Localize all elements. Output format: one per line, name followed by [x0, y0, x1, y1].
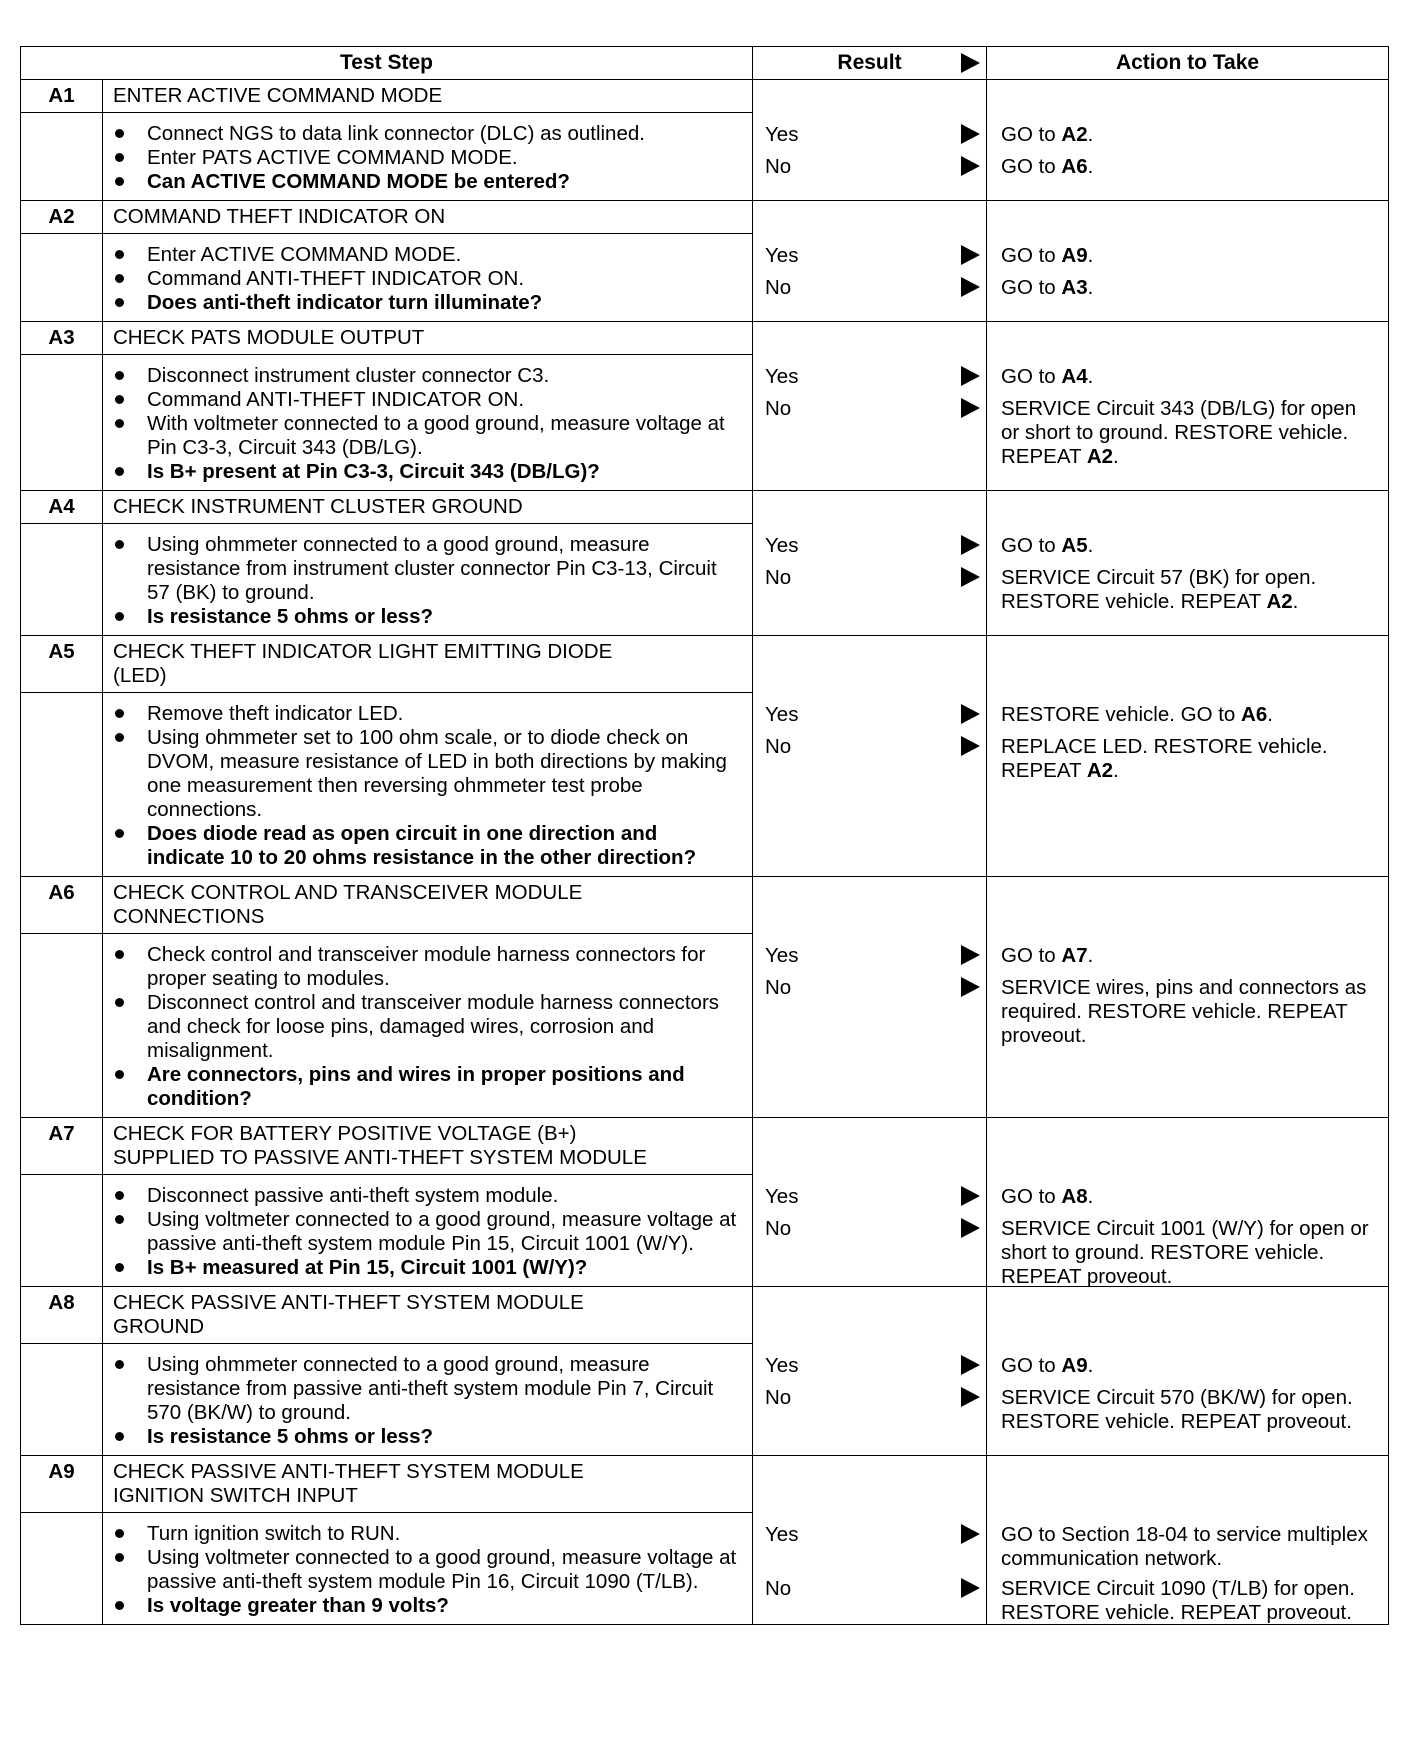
arrow-right-icon	[961, 366, 980, 386]
action-text-end: .	[1087, 244, 1094, 267]
action-text-main: SERVICE Circuit 57 (BK) for open. RESTORE vehicle. REPEAT	[1001, 566, 1317, 613]
action-text	[1001, 976, 1378, 1048]
action-text-main: GO to	[1001, 944, 1062, 967]
step-title-row	[21, 1287, 1389, 1344]
arrow-right-icon	[961, 53, 980, 73]
step-title	[103, 80, 753, 113]
arrow-right-icon	[961, 704, 980, 724]
result-no	[765, 1577, 986, 1601]
action-text-end: .	[1267, 703, 1273, 726]
action-text-main: GO to	[1001, 534, 1062, 557]
step-instruction: Using ohmmeter connected to a good ground, measure resistance from instrument cluster connector Pin C3-13, Circuit 57 (BK) to ground.	[147, 533, 740, 605]
action-text-main: RESTORE vehicle. GO to	[1001, 703, 1242, 726]
action-text	[1001, 1577, 1378, 1625]
step-id: A8	[21, 1287, 103, 1344]
step-title	[103, 636, 753, 693]
result-label: No	[765, 566, 792, 589]
step-id-blank	[21, 524, 103, 636]
action-cell	[987, 1118, 1389, 1287]
step-id: A1	[21, 80, 103, 113]
action-text-end: .	[1087, 534, 1094, 557]
action-text	[1001, 276, 1378, 300]
result-label: Yes	[765, 703, 799, 726]
result-label: No	[765, 1217, 792, 1240]
step-title-row	[21, 877, 1389, 934]
result-yes	[765, 1523, 986, 1547]
arrow-right-icon	[961, 1355, 980, 1375]
header-test-step: Test Step	[21, 47, 753, 80]
step-id-blank	[21, 113, 103, 201]
action-text-main: GO to	[1001, 1185, 1062, 1208]
arrow-right-icon	[961, 1578, 980, 1598]
action-text-end: .	[1087, 155, 1094, 178]
step-instruction: Using ohmmeter connected to a good ground, measure resistance from passive anti-theft system module Pin 7, Circuit 570 (BK/W) to ground.	[147, 1353, 740, 1425]
result-cell	[753, 1118, 987, 1287]
step-question: Can ACTIVE COMMAND MODE be entered?	[147, 170, 740, 194]
step-bullet-list	[103, 1513, 752, 1624]
action-cell	[987, 877, 1389, 1118]
result-label: No	[765, 735, 792, 758]
action-text-end: .	[1113, 445, 1119, 468]
header-result	[753, 47, 987, 80]
step-instruction: Check control and transceiver module harness connectors for proper seating to modules.	[147, 943, 740, 991]
step-question: Is resistance 5 ohms or less?	[147, 1425, 740, 1449]
step-title-row	[21, 1456, 1389, 1513]
step-instruction: Enter ACTIVE COMMAND MODE.	[147, 243, 740, 267]
result-yes	[765, 1354, 986, 1378]
step-title-line: COMMAND THEFT INDICATOR ON	[113, 205, 446, 228]
action-step-ref: A6	[1241, 703, 1268, 726]
action-step-ref: A3	[1061, 276, 1088, 299]
action-cell	[987, 636, 1389, 877]
action-text	[1001, 365, 1378, 389]
arrow-right-icon	[961, 398, 980, 418]
action-text-main: GO to	[1001, 365, 1062, 388]
result-label: No	[765, 1577, 792, 1600]
step-instruction: Connect NGS to data link connector (DLC) as outlined.	[147, 122, 740, 146]
step-instruction: Disconnect passive anti-theft system module.	[147, 1184, 740, 1208]
action-text-end: .	[1087, 123, 1094, 146]
step-title	[103, 1456, 753, 1513]
result-no	[765, 397, 986, 421]
result-yes	[765, 944, 986, 968]
action-step-ref: A9	[1061, 1354, 1088, 1377]
action-step-ref: A2	[1266, 590, 1293, 613]
result-label: Yes	[765, 244, 799, 267]
step-instructions	[103, 1344, 753, 1456]
action-cell	[987, 491, 1389, 636]
step-id: A2	[21, 201, 103, 234]
result-label: Yes	[765, 1523, 799, 1546]
step-title-line: IGNITION SWITCH INPUT	[113, 1484, 358, 1507]
step-instruction: Disconnect instrument cluster connector C3.	[147, 364, 740, 388]
step-instructions	[103, 693, 753, 877]
step-instruction: Using voltmeter connected to a good ground, measure voltage at passive anti-theft system module Pin 15, Circuit 1001 (W/Y).	[147, 1208, 740, 1256]
step-title-line: CHECK FOR BATTERY POSITIVE VOLTAGE (B+)	[113, 1122, 577, 1145]
result-cell	[753, 877, 987, 1118]
step-id: A5	[21, 636, 103, 693]
arrow-right-icon	[961, 736, 980, 756]
step-bullet-list	[103, 1175, 752, 1286]
step-bullet-list	[103, 693, 752, 876]
step-instructions	[103, 1513, 753, 1625]
step-instruction: Turn ignition switch to RUN.	[147, 1522, 740, 1546]
arrow-right-icon	[961, 1524, 980, 1544]
action-text	[1001, 534, 1378, 558]
step-instructions	[103, 1175, 753, 1287]
action-text-main: SERVICE Circuit 343 (DB/LG) for open or short to ground. RESTORE vehicle. REPEAT	[1001, 397, 1357, 468]
step-title	[103, 1118, 753, 1175]
action-text	[1001, 1354, 1378, 1378]
action-text-end: .	[1087, 1354, 1094, 1377]
result-no	[765, 276, 986, 300]
step-instructions	[103, 113, 753, 201]
result-yes	[765, 1185, 986, 1209]
step-instruction: Using ohmmeter set to 100 ohm scale, or to diode check on DVOM, measure resistance of LED in both directions by making one measurement then reversing ohmmeter test probe connections.	[147, 726, 740, 822]
header-result-label: Result	[837, 51, 902, 74]
step-title-row	[21, 322, 1389, 355]
result-label: Yes	[765, 534, 799, 557]
action-text-end: .	[1113, 759, 1119, 782]
action-text-main: GO to	[1001, 123, 1062, 146]
step-title-line: SUPPLIED TO PASSIVE ANTI-THEFT SYSTEM MODULE	[113, 1146, 647, 1169]
action-step-ref: A8	[1061, 1185, 1088, 1208]
result-no	[765, 735, 986, 759]
action-text-end: .	[1292, 590, 1299, 613]
result-no	[765, 155, 986, 179]
result-yes	[765, 534, 986, 558]
action-step-ref: A2	[1086, 445, 1114, 468]
action-cell	[987, 1456, 1389, 1625]
result-label: Yes	[765, 944, 799, 967]
result-cell	[753, 1456, 987, 1625]
action-text	[1001, 566, 1378, 614]
step-instruction: Disconnect control and transceiver module harness connectors and check for loose pins, damaged wires, corrosion and misalignment.	[147, 991, 740, 1063]
step-id-blank	[21, 693, 103, 877]
action-step-ref: A5	[1061, 534, 1088, 557]
arrow-right-icon	[961, 156, 980, 176]
action-text-main: REPLACE LED. RESTORE vehicle. REPEAT	[1001, 735, 1328, 782]
step-bullet-list	[103, 234, 752, 321]
step-title-line: CONNECTIONS	[113, 905, 265, 928]
step-instruction: Command ANTI-THEFT INDICATOR ON.	[147, 388, 740, 412]
action-text	[1001, 944, 1378, 968]
step-title-line: CHECK PASSIVE ANTI-THEFT SYSTEM MODULE	[113, 1460, 584, 1483]
step-title-line: CHECK PASSIVE ANTI-THEFT SYSTEM MODULE	[113, 1291, 584, 1314]
result-yes	[765, 703, 986, 727]
action-text-main: GO to	[1001, 155, 1062, 178]
result-yes	[765, 244, 986, 268]
arrow-right-icon	[961, 277, 980, 297]
step-title-line: CHECK CONTROL AND TRANSCEIVER MODULE	[113, 881, 583, 904]
action-text	[1001, 244, 1378, 268]
result-label: Yes	[765, 1185, 799, 1208]
step-bullet-list	[103, 934, 752, 1117]
step-bullet-list	[103, 113, 752, 200]
step-question: Does diode read as open circuit in one direction and indicate 10 to 20 ohms resistance in the other direction?	[147, 822, 740, 870]
action-step-ref: A4	[1061, 365, 1088, 388]
step-title-line: ENTER ACTIVE COMMAND MODE	[113, 84, 443, 107]
step-title-row	[21, 1118, 1389, 1175]
step-title-row	[21, 636, 1389, 693]
result-no	[765, 1217, 986, 1241]
action-cell	[987, 1287, 1389, 1456]
arrow-right-icon	[961, 1387, 980, 1407]
action-text	[1001, 1185, 1378, 1209]
arrow-right-icon	[961, 945, 980, 965]
result-cell	[753, 636, 987, 877]
step-id-blank	[21, 934, 103, 1118]
action-text-main: GO to Section 18-04 to service multiplex communication network.	[1001, 1523, 1368, 1570]
step-question: Is voltage greater than 9 volts?	[147, 1594, 740, 1618]
action-text	[1001, 1386, 1378, 1434]
action-text	[1001, 1523, 1378, 1571]
step-instruction: Command ANTI-THEFT INDICATOR ON.	[147, 267, 740, 291]
step-bullet-list	[103, 524, 752, 635]
result-no	[765, 1386, 986, 1410]
result-label: No	[765, 976, 792, 999]
result-label: Yes	[765, 365, 799, 388]
step-id-blank	[21, 1344, 103, 1456]
result-label: No	[765, 1386, 792, 1409]
step-title-row	[21, 80, 1389, 113]
arrow-right-icon	[961, 567, 980, 587]
action-text-main: SERVICE Circuit 1090 (T/LB) for open. RESTORE vehicle. REPEAT proveout.	[1001, 1577, 1355, 1624]
step-question: Is B+ present at Pin C3-3, Circuit 343 (DB/LG)?	[147, 460, 740, 484]
step-title	[103, 201, 753, 234]
result-no	[765, 976, 986, 1000]
step-instruction: With voltmeter connected to a good ground, measure voltage at Pin C3-3, Circuit 343 (DB/LG).	[147, 412, 740, 460]
action-text-main: SERVICE Circuit 570 (BK/W) for open. RESTORE vehicle. REPEAT proveout.	[1001, 1386, 1353, 1433]
step-instructions	[103, 934, 753, 1118]
action-cell	[987, 80, 1389, 201]
step-title-line: CHECK INSTRUMENT CLUSTER GROUND	[113, 495, 523, 518]
arrow-right-icon	[961, 977, 980, 997]
action-text	[1001, 735, 1378, 783]
arrow-right-icon	[961, 1218, 980, 1238]
action-text-main: SERVICE wires, pins and connectors as required. RESTORE vehicle. REPEAT proveout.	[1001, 976, 1367, 1047]
result-cell	[753, 491, 987, 636]
action-text-end: .	[1087, 365, 1094, 388]
action-step-ref: A2	[1061, 123, 1088, 146]
step-instruction: Remove theft indicator LED.	[147, 702, 740, 726]
action-text-main: GO to	[1001, 1354, 1062, 1377]
action-text-end: .	[1087, 276, 1094, 299]
arrow-right-icon	[961, 245, 980, 265]
result-label: No	[765, 276, 792, 299]
action-step-ref: A7	[1061, 944, 1088, 967]
step-question: Is resistance 5 ohms or less?	[147, 605, 740, 629]
action-step-ref: A9	[1061, 244, 1088, 267]
step-title	[103, 491, 753, 524]
step-id: A7	[21, 1118, 103, 1175]
step-instructions	[103, 524, 753, 636]
step-id: A3	[21, 322, 103, 355]
result-label: No	[765, 397, 792, 420]
result-cell	[753, 322, 987, 491]
step-title-line: (LED)	[113, 664, 167, 687]
step-title-row	[21, 201, 1389, 234]
step-title	[103, 1287, 753, 1344]
step-title-line: GROUND	[113, 1315, 205, 1338]
step-id-blank	[21, 1175, 103, 1287]
step-id: A9	[21, 1456, 103, 1513]
result-label: Yes	[765, 123, 799, 146]
action-text	[1001, 155, 1378, 179]
action-text	[1001, 1217, 1378, 1289]
step-instruction: Enter PATS ACTIVE COMMAND MODE.	[147, 146, 740, 170]
action-step-ref: A6	[1061, 155, 1088, 178]
result-label: No	[765, 155, 792, 178]
step-instructions	[103, 234, 753, 322]
action-cell	[987, 201, 1389, 322]
header-action: Action to Take	[987, 47, 1389, 80]
action-text-end: .	[1087, 944, 1094, 967]
arrow-right-icon	[961, 124, 980, 144]
step-id: A4	[21, 491, 103, 524]
action-text-main: GO to	[1001, 244, 1062, 267]
step-instructions	[103, 355, 753, 491]
result-label: Yes	[765, 1354, 799, 1377]
step-title	[103, 322, 753, 355]
step-question: Does anti-theft indicator turn illuminate?	[147, 291, 740, 315]
step-instruction: Using voltmeter connected to a good ground, measure voltage at passive anti-theft system module Pin 16, Circuit 1090 (T/LB).	[147, 1546, 740, 1594]
action-cell	[987, 322, 1389, 491]
arrow-right-icon	[961, 1186, 980, 1206]
action-text	[1001, 397, 1378, 469]
diagnostic-table	[20, 46, 1389, 1625]
step-bullet-list	[103, 1344, 752, 1455]
result-cell	[753, 1287, 987, 1456]
action-step-ref: A2	[1086, 759, 1114, 782]
action-text-main: GO to	[1001, 276, 1062, 299]
action-text	[1001, 123, 1378, 147]
action-text	[1001, 703, 1378, 727]
action-text-end: .	[1087, 1185, 1094, 1208]
step-question: Is B+ measured at Pin 15, Circuit 1001 (W/Y)?	[147, 1256, 740, 1280]
step-id: A6	[21, 877, 103, 934]
step-id-blank	[21, 1513, 103, 1625]
arrow-right-icon	[961, 535, 980, 555]
result-cell	[753, 80, 987, 201]
step-title	[103, 877, 753, 934]
step-title-line: CHECK PATS MODULE OUTPUT	[113, 326, 425, 349]
step-title-line: CHECK THEFT INDICATOR LIGHT EMITTING DIODE	[113, 640, 613, 663]
result-yes	[765, 123, 986, 147]
step-title-row	[21, 491, 1389, 524]
step-id-blank	[21, 234, 103, 322]
diagnostic-table-sheet	[20, 46, 1388, 1625]
result-cell	[753, 201, 987, 322]
step-question: Are connectors, pins and wires in proper positions and condition?	[147, 1063, 740, 1111]
table-header-row	[21, 47, 1389, 80]
result-no	[765, 566, 986, 590]
action-text-main: SERVICE Circuit 1001 (W/Y) for open or short to ground. RESTORE vehicle. REPEAT proveout.	[1001, 1217, 1369, 1288]
step-id-blank	[21, 355, 103, 491]
result-yes	[765, 365, 986, 389]
step-bullet-list	[103, 355, 752, 490]
